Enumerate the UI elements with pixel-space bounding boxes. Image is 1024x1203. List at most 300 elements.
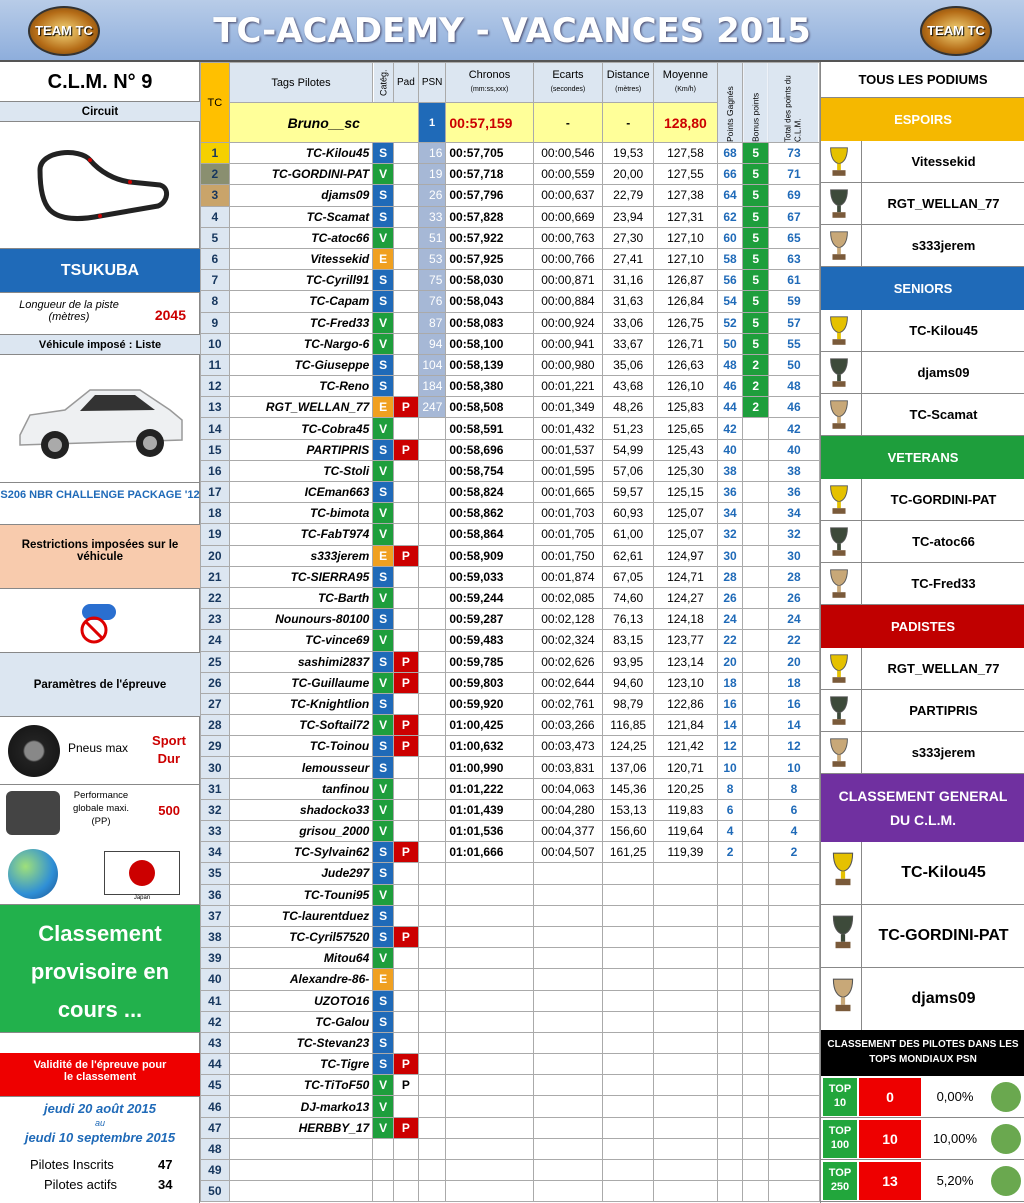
bonus [743, 799, 768, 820]
pad-badge: P [394, 1075, 419, 1096]
category-badge: V [373, 587, 394, 608]
total: 32 [768, 524, 819, 545]
laurel-icon [991, 1166, 1021, 1196]
chrono: 00:57,828 [446, 206, 533, 227]
moyenne: 122,86 [654, 693, 718, 714]
pilot-name[interactable]: TC-Capam [229, 291, 373, 312]
tyres-value-2: Dur [157, 751, 180, 766]
pilot-name[interactable]: Alexandre-86- [229, 969, 373, 990]
podiums-title: TOUS LES PODIUMS [821, 62, 1024, 98]
podium-espoirs-1 [821, 141, 1024, 183]
ecart: 00:02,324 [533, 630, 603, 651]
ecart [533, 1181, 603, 1202]
moyenne [654, 884, 718, 905]
chrono: 00:58,754 [446, 460, 533, 481]
pilot-name[interactable]: TC-Tigre [229, 1054, 373, 1075]
moyenne [654, 948, 718, 969]
pad-badge [394, 185, 419, 206]
trophy-icon [825, 694, 855, 728]
row-rank: 13 [201, 397, 230, 418]
chrono: 00:58,139 [446, 354, 533, 375]
total: 73 [768, 143, 819, 164]
pilot-name[interactable]: TC-Nargo-6 [229, 333, 373, 354]
ecart [533, 926, 603, 947]
total: 34 [768, 503, 819, 524]
total [768, 863, 819, 884]
restriction-nitro-icon [0, 589, 200, 653]
date-to: jeudi 10 septembre 2015 [24, 1130, 176, 1145]
bonus: 2 [743, 397, 768, 418]
category-badge: S [373, 863, 394, 884]
pilot-name[interactable]: TC-Giuseppe [229, 354, 373, 375]
category-badge: E [373, 248, 394, 269]
pilot-name[interactable]: TC-Softail72 [229, 715, 373, 736]
ecart: 00:00,559 [533, 164, 603, 185]
table-row [201, 630, 820, 651]
row-rank: 5 [201, 227, 230, 248]
psn-rank [418, 905, 446, 926]
globe-icon [8, 849, 58, 899]
vehicle-label: Véhicule imposé : Liste [0, 335, 200, 355]
top-label: TOP 250 [823, 1162, 857, 1200]
pad-badge: P [394, 1054, 419, 1075]
row-rank: 46 [201, 1096, 230, 1117]
psn-rank [418, 1117, 446, 1138]
top-label: TOP 10 [823, 1078, 857, 1116]
pilot-name[interactable]: TC-Touni95 [229, 884, 373, 905]
chrono [446, 1096, 533, 1117]
moyenne: 125,15 [654, 482, 718, 503]
pilot-name[interactable]: ICEman663 [229, 482, 373, 503]
psn-rank [418, 969, 446, 990]
total: 67 [768, 206, 819, 227]
trophy-icon [827, 913, 857, 947]
table-row [201, 778, 820, 799]
pad-badge: P [394, 842, 419, 863]
points [717, 884, 743, 905]
total: 59 [768, 291, 819, 312]
pilot-name[interactable]: TC-Reno [229, 376, 373, 397]
col-ecarts-label: Ecarts [552, 69, 584, 81]
pilot-name[interactable]: TC-Barth [229, 587, 373, 608]
total [768, 1181, 819, 1202]
car-image [0, 355, 200, 483]
psn-top-row [821, 1076, 1024, 1118]
moyenne [654, 990, 718, 1011]
total [768, 1054, 819, 1075]
total [768, 1160, 819, 1181]
pilot-name[interactable]: TC-Cyril57520 [229, 926, 373, 947]
psn-rank [418, 1138, 446, 1159]
total: 42 [768, 418, 819, 439]
points: 14 [717, 715, 743, 736]
chrono: 00:58,030 [446, 270, 533, 291]
row-rank: 32 [201, 799, 230, 820]
moyenne: 119,39 [654, 842, 718, 863]
pilot-name[interactable]: shadocko33 [229, 799, 373, 820]
ecart: 00:01,705 [533, 524, 603, 545]
moyenne: 125,65 [654, 418, 718, 439]
table-row [201, 143, 820, 164]
row-rank: 38 [201, 926, 230, 947]
bonus [743, 1160, 768, 1181]
section-general: CLASSEMENT GENERAL DU C.L.M. [821, 774, 1024, 842]
pilot-name[interactable]: DJ-marko13 [229, 1096, 373, 1117]
pilot-name[interactable]: TC-TiToF50 [229, 1075, 373, 1096]
pilot-name[interactable]: Mitou64 [229, 948, 373, 969]
row-rank: 20 [201, 545, 230, 566]
podium-name: s333jerem [861, 732, 1024, 773]
moyenne [654, 926, 718, 947]
points: 42 [717, 418, 743, 439]
date-separator: au [94, 1118, 105, 1128]
podium-seniors-1 [821, 310, 1024, 352]
row-rank: 9 [201, 312, 230, 333]
bonus [743, 863, 768, 884]
total [768, 1117, 819, 1138]
table-row [201, 842, 820, 863]
psn-rank [418, 926, 446, 947]
table-row [201, 566, 820, 587]
track-length-value: 2045 [154, 307, 186, 323]
chrono: 00:57,796 [446, 185, 533, 206]
table-row [201, 418, 820, 439]
ecart [533, 1160, 603, 1181]
pilot-name[interactable]: s333jerem [229, 545, 373, 566]
pilot-name[interactable]: TC-atoc66 [229, 227, 373, 248]
psn-rank: 75 [418, 270, 446, 291]
pilot-name[interactable]: HERBBY_17 [229, 1117, 373, 1138]
category-badge: S [373, 609, 394, 630]
bonus [743, 757, 768, 778]
bonus: 2 [743, 376, 768, 397]
total [768, 884, 819, 905]
chrono: 00:59,033 [446, 566, 533, 587]
category-badge: S [373, 206, 394, 227]
row-rank: 27 [201, 693, 230, 714]
results-table [200, 62, 820, 1202]
total: 26 [768, 587, 819, 608]
distance: 94,60 [603, 672, 654, 693]
pilot-name[interactable]: TC-SIERRA95 [229, 566, 373, 587]
table-row [201, 736, 820, 757]
chrono [446, 1011, 533, 1032]
restrictions-label: Restrictions imposées sur le véhicule [0, 525, 200, 589]
chrono [446, 948, 533, 969]
distance [603, 905, 654, 926]
pilot-name[interactable]: UZOTO16 [229, 990, 373, 1011]
pad-badge [394, 778, 419, 799]
chrono [446, 1138, 533, 1159]
ecart: 00:01,703 [533, 503, 603, 524]
pilot-name[interactable]: RGT_WELLAN_77 [229, 397, 373, 418]
distance: 153,13 [603, 799, 654, 820]
category-badge: S [373, 270, 394, 291]
distance: 31,16 [603, 270, 654, 291]
moyenne: 124,27 [654, 587, 718, 608]
reference-moyenne: 128,80 [654, 103, 718, 143]
pad-badge [394, 1011, 419, 1032]
row-rank: 24 [201, 630, 230, 651]
total: 46 [768, 397, 819, 418]
pad-badge: P [394, 736, 419, 757]
psn-rank: 87 [418, 312, 446, 333]
distance: 93,95 [603, 651, 654, 672]
category-badge: S [373, 757, 394, 778]
distance [603, 926, 654, 947]
distance [603, 1011, 654, 1032]
inscrits-label: Pilotes Inscrits [30, 1157, 114, 1172]
pad-badge [394, 164, 419, 185]
moyenne [654, 1117, 718, 1138]
ecart: 00:04,377 [533, 821, 603, 842]
psn-rank: 104 [418, 354, 446, 375]
points: 32 [717, 524, 743, 545]
category-badge: V [373, 227, 394, 248]
distance: 43,68 [603, 376, 654, 397]
podium-name: RGT_WELLAN_77 [861, 648, 1024, 689]
row-rank: 18 [201, 503, 230, 524]
moyenne: 127,10 [654, 227, 718, 248]
col-ecarts [533, 63, 603, 103]
top-percent: 10,00% [932, 1131, 978, 1146]
pad-badge: P [394, 1117, 419, 1138]
reference-distance: - [603, 103, 654, 143]
distance: 22,79 [603, 185, 654, 206]
chrono: 00:58,043 [446, 291, 533, 312]
pilot-name[interactable]: TC-Fred33 [229, 312, 373, 333]
podium-general-2 [821, 905, 1024, 968]
table-row [201, 1160, 820, 1181]
pilot-name[interactable]: TC-Toinou [229, 736, 373, 757]
moyenne: 120,25 [654, 778, 718, 799]
pilot-name[interactable]: lemousseur [229, 757, 373, 778]
pilot-name[interactable]: TC-Stoli [229, 460, 373, 481]
pad-badge [394, 333, 419, 354]
pad-badge [394, 630, 419, 651]
category-badge: V [373, 312, 394, 333]
trophy-icon [825, 314, 855, 348]
category-badge: S [373, 1054, 394, 1075]
category-badge: E [373, 969, 394, 990]
section-espoirs: ESPOIRS [821, 98, 1024, 141]
ecart [533, 905, 603, 926]
psn-rank [418, 1054, 446, 1075]
distance [603, 1160, 654, 1181]
col-distance-label: Distance [606, 69, 650, 81]
page-title: TEAM TC TC-ACADEMY - VACANCES 2015 TEAM TC [0, 0, 1024, 62]
moyenne: 127,38 [654, 185, 718, 206]
bonus: 5 [743, 312, 768, 333]
row-rank: 19 [201, 524, 230, 545]
col-ecarts-sub: (secondes) [550, 86, 586, 93]
points [717, 863, 743, 884]
col-tags: Tags Pilotes [229, 63, 373, 103]
col-chronos-sub: (mm:ss,xxx) [470, 86, 509, 93]
points: 20 [717, 651, 743, 672]
moyenne: 126,71 [654, 333, 718, 354]
row-rank: 47 [201, 1117, 230, 1138]
pilot-name[interactable]: TC-bimota [229, 503, 373, 524]
pilot-name[interactable]: Nounours-80100 [229, 609, 373, 630]
pad-badge [394, 1096, 419, 1117]
table-row [201, 524, 820, 545]
category-badge: S [373, 566, 394, 587]
total [768, 969, 819, 990]
distance [603, 1181, 654, 1202]
ecart [533, 1032, 603, 1053]
ecart: 00:00,884 [533, 291, 603, 312]
pilot-name[interactable]: sashimi2837 [229, 651, 373, 672]
table-row [201, 672, 820, 693]
total: 2 [768, 842, 819, 863]
psn-rank [418, 1160, 446, 1181]
pad-badge: P [394, 672, 419, 693]
reference-psn: 1 [418, 103, 446, 143]
total: 55 [768, 333, 819, 354]
podium-espoirs-3 [821, 225, 1024, 267]
total [768, 1032, 819, 1053]
pilot-name[interactable]: TC-Scamat [229, 206, 373, 227]
col-moyenne-sub: (Km/h) [674, 86, 696, 93]
moyenne: 127,58 [654, 143, 718, 164]
pad-badge [394, 291, 419, 312]
points [717, 905, 743, 926]
psn-rank [418, 524, 446, 545]
distance: 62,61 [603, 545, 654, 566]
category-badge: S [373, 185, 394, 206]
row-rank: 36 [201, 884, 230, 905]
points: 44 [717, 397, 743, 418]
psn-rank: 26 [418, 185, 446, 206]
pilot-name[interactable]: Vitessekid [229, 248, 373, 269]
psn-top-row [821, 1118, 1024, 1160]
pilot-name[interactable]: grisou_2000 [229, 821, 373, 842]
pad-badge [394, 799, 419, 820]
pad-badge [394, 143, 419, 164]
bonus [743, 969, 768, 990]
table-row [201, 651, 820, 672]
category-badge [373, 1138, 394, 1159]
category-badge: S [373, 143, 394, 164]
points: 50 [717, 333, 743, 354]
total: 48 [768, 376, 819, 397]
psn-rank [418, 672, 446, 693]
pilot-name[interactable]: tanfinou [229, 778, 373, 799]
table-row [201, 439, 820, 460]
points: 4 [717, 821, 743, 842]
pad-badge [394, 587, 419, 608]
total: 36 [768, 482, 819, 503]
pilot-name[interactable]: TC-FabT974 [229, 524, 373, 545]
points: 36 [717, 482, 743, 503]
category-badge: S [373, 842, 394, 863]
moyenne [654, 1011, 718, 1032]
col-categ: Catég. [373, 63, 394, 103]
total: 61 [768, 270, 819, 291]
distance [603, 1117, 654, 1138]
pilot-name[interactable]: TC-Kilou45 [229, 143, 373, 164]
psn-rank [418, 884, 446, 905]
ecart: 00:02,761 [533, 693, 603, 714]
ecart: 00:03,831 [533, 757, 603, 778]
category-badge: V [373, 524, 394, 545]
ecart: 00:01,221 [533, 376, 603, 397]
laurel-icon [991, 1124, 1021, 1154]
ecart [533, 1096, 603, 1117]
pilot-name[interactable]: TC-Cobra45 [229, 418, 373, 439]
row-rank: 25 [201, 651, 230, 672]
bonus [743, 1075, 768, 1096]
pilot-name[interactable]: Jude297 [229, 863, 373, 884]
pad-badge [394, 1181, 419, 1202]
pad-badge: P [394, 439, 419, 460]
bonus [743, 821, 768, 842]
moyenne: 119,64 [654, 821, 718, 842]
row-rank: 43 [201, 1032, 230, 1053]
table-row [201, 715, 820, 736]
pilot-name[interactable]: TC-Galou [229, 1011, 373, 1032]
col-moyenne [654, 63, 718, 103]
pilot-name[interactable]: TC-Sylvain62 [229, 842, 373, 863]
actifs-label: Pilotes actifs [44, 1177, 117, 1192]
ecart [533, 1117, 603, 1138]
pilot-name[interactable]: TC-vince69 [229, 630, 373, 651]
podium-veterans-3 [821, 563, 1024, 605]
bonus [743, 693, 768, 714]
row-rank: 21 [201, 566, 230, 587]
psn-rank [418, 842, 446, 863]
row-rank: 41 [201, 990, 230, 1011]
table-row [201, 1138, 820, 1159]
pilot-name[interactable]: TC-Stevan23 [229, 1032, 373, 1053]
pad-badge [394, 990, 419, 1011]
bonus [743, 524, 768, 545]
pilot-name[interactable]: TC-Cyrill91 [229, 270, 373, 291]
moyenne [654, 1138, 718, 1159]
pilot-name [229, 1138, 373, 1159]
pilot-name[interactable]: TC-Knightlion [229, 693, 373, 714]
row-rank: 26 [201, 672, 230, 693]
section-veterans: VETERANS [821, 436, 1024, 479]
tyres-value-1: Sport [152, 733, 186, 748]
row-rank: 35 [201, 863, 230, 884]
psn-rank [418, 1181, 446, 1202]
pilot-name[interactable]: djams09 [229, 185, 373, 206]
moyenne: 125,07 [654, 503, 718, 524]
chrono: 01:00,425 [446, 715, 533, 736]
moyenne: 121,84 [654, 715, 718, 736]
category-badge [373, 1181, 394, 1202]
pilot-name[interactable]: TC-laurentduez [229, 905, 373, 926]
chrono: 00:58,862 [446, 503, 533, 524]
category-badge: V [373, 821, 394, 842]
laurel-icon [991, 1082, 1021, 1112]
ecart: 00:01,665 [533, 482, 603, 503]
points: 8 [717, 778, 743, 799]
pilot-name[interactable]: PARTIPRIS [229, 439, 373, 460]
trophy-icon [825, 525, 855, 559]
moyenne: 119,83 [654, 799, 718, 820]
trophy-icon [825, 229, 855, 263]
pilot-name[interactable]: TC-Guillaume [229, 672, 373, 693]
pilot-name[interactable]: TC-GORDINI-PAT [229, 164, 373, 185]
distance: 124,25 [603, 736, 654, 757]
podium-veterans-2 [821, 521, 1024, 563]
pad-badge [394, 609, 419, 630]
points: 18 [717, 672, 743, 693]
table-row [201, 1117, 820, 1138]
